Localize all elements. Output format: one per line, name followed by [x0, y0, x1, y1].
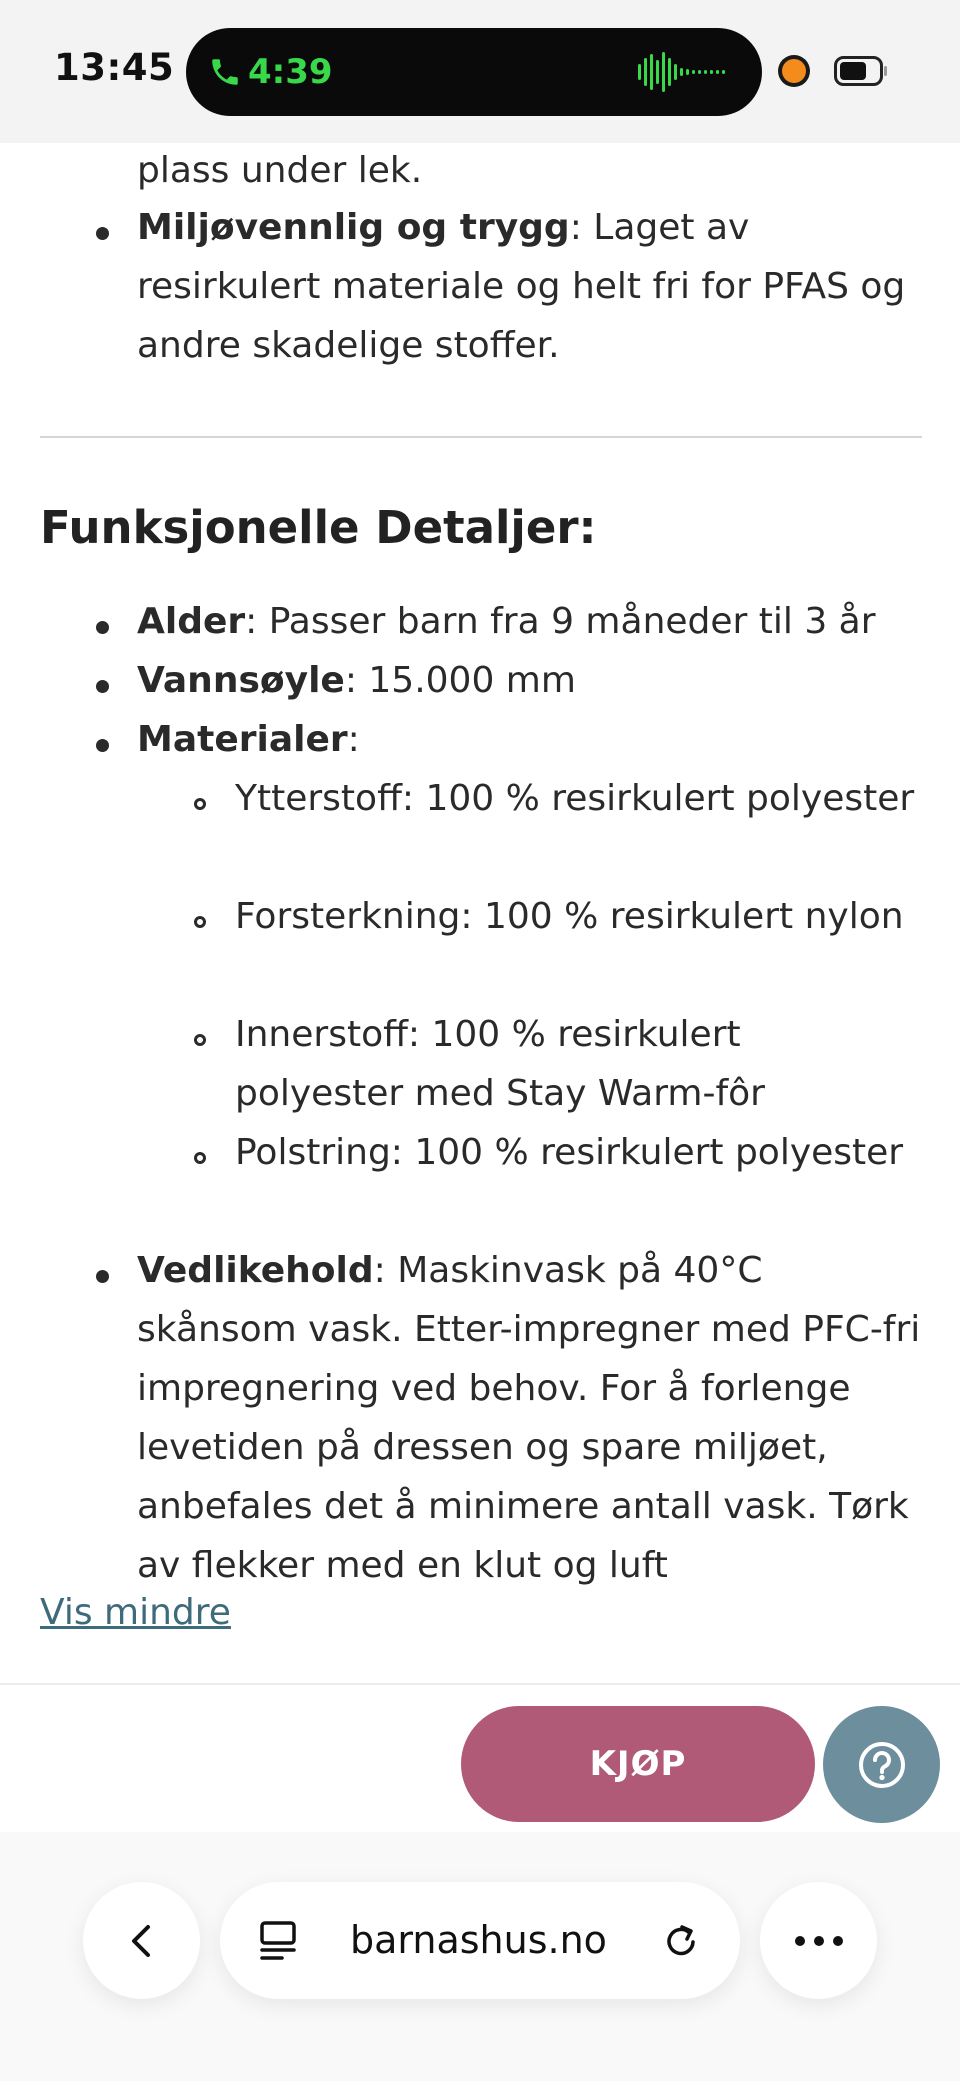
item-label: Vannsøyle	[137, 660, 345, 701]
item-label: Alder	[137, 601, 246, 642]
recording-indicator-dot	[782, 59, 806, 83]
item-text: : Maskinvask på 40°C skånsom vask. Etter-impregner med PFC-fri impregnering ved behov. For å forlenge levetiden på dressen og spare miljøet, anbefales det å minimere antall vask. Tørk av flekker med en klut og luft	[137, 1250, 921, 1586]
sub-list-item: Innerstoff: 100 % resirkulert polyester med Stay Warm-fôr	[235, 1014, 765, 1114]
chevron-left-icon	[122, 1921, 162, 1961]
bullet	[96, 1270, 109, 1283]
item-label: Materialer	[137, 719, 348, 760]
divider	[0, 1683, 960, 1685]
list-item-materials	[137, 710, 927, 769]
reader-mode-icon[interactable]	[258, 1920, 298, 1962]
list-item-age	[137, 592, 927, 651]
back-button[interactable]	[83, 1882, 200, 1999]
address-bar[interactable]	[220, 1882, 740, 1999]
item-label: Vedlikehold	[137, 1250, 374, 1291]
buy-button[interactable]: KJØP	[461, 1706, 815, 1822]
sub-list-item: Forsterkning: 100 % resirkulert nylon	[235, 896, 904, 937]
reload-icon[interactable]	[660, 1918, 704, 1962]
sub-bullet	[194, 798, 206, 810]
product-description	[0, 143, 960, 1683]
item-text: : Passer barn fra 9 måneder til 3 år	[245, 601, 876, 642]
sub-bullet	[194, 916, 206, 928]
phone-icon	[208, 52, 242, 92]
sub-bullet	[194, 1152, 206, 1164]
more-dots-icon	[794, 1935, 844, 1947]
status-bar	[0, 0, 960, 143]
item-text: : Laget av resirkulert materiale og helt fri for PFAS og andre skadelige stoffer.	[137, 207, 906, 366]
question-circle-icon	[857, 1740, 907, 1790]
audio-waveform-icon	[636, 50, 736, 94]
bullet	[96, 680, 109, 693]
url-text: barnashus.no	[350, 1918, 607, 1962]
item-text: : 15.000 mm	[344, 660, 576, 701]
bullet	[96, 227, 109, 240]
show-less-link[interactable]: Vis mindre	[40, 1592, 231, 1633]
dynamic-island-call[interactable]	[186, 28, 762, 116]
bullet	[96, 621, 109, 634]
sub-list-item: Ytterstoff: 100 % resirkulert polyester	[235, 778, 915, 819]
item-label: Miljøvennlig og trygg	[137, 207, 570, 248]
sub-list-item: Polstring: 100 % resirkulert polyester	[235, 1132, 904, 1173]
section-heading: Funksjonelle Detaljer:	[40, 501, 597, 554]
battery-icon	[834, 56, 888, 86]
list-item-maintenance	[137, 1241, 927, 1586]
section-divider	[40, 436, 922, 438]
help-button[interactable]	[823, 1706, 940, 1823]
bullet	[96, 739, 109, 752]
list-item-water-column	[137, 651, 927, 710]
more-button[interactable]	[760, 1882, 877, 1999]
list-item-eco	[137, 198, 927, 375]
call-duration: 4:39	[248, 52, 333, 92]
status-time: 13:45	[54, 46, 175, 89]
browser-toolbar	[0, 1832, 960, 2081]
item-text: :	[347, 719, 360, 760]
sub-bullet	[194, 1034, 206, 1046]
text-fragment: plass under lek.	[137, 150, 423, 191]
